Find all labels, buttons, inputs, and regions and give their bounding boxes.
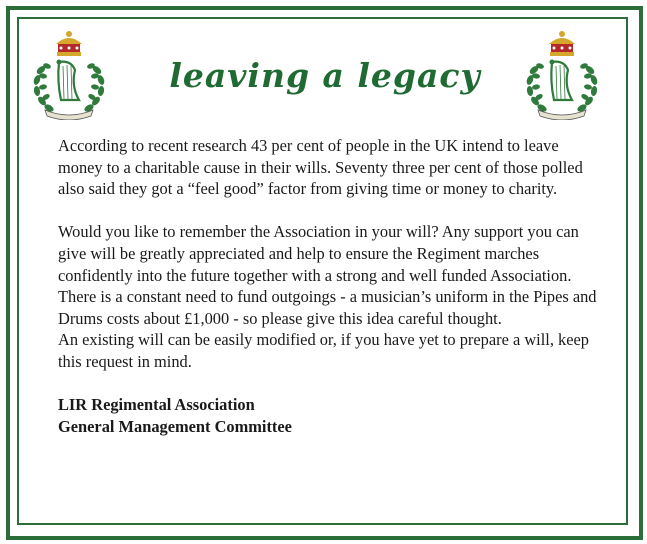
signature-organisation: LIR Regimental Association	[58, 395, 255, 415]
body-content	[58, 135, 598, 437]
page-title: leaving a legacy	[169, 56, 481, 95]
paragraph-appeal: Would you like to remember the Association in your will? Any support you can give will be greatly appreciated and help to ensure the Regiment marches confidently into the future together with a strong and well funded Association. There is a constant need to fund outgoings - a musician’s uniform in the Pipes and Drums costs about £1,000 - so please give this idea careful thought.	[58, 222, 597, 328]
signature-committee: General Management Committee	[58, 416, 292, 436]
paragraph-existing-will: An existing will can be easily modified or, if you have yet to prepare a will, keep this request in mind.	[58, 330, 589, 371]
paragraph-spacer	[58, 373, 598, 395]
paragraph-research: According to recent research 43 per cent of people in the UK intend to leave money to a charitable cause in their wills. Seventy three per cent of those polled also said they got a “feel good” factor from giving time or money to charity.	[58, 136, 583, 199]
regimental-badge-left-icon	[27, 30, 111, 120]
paragraph-spacer	[58, 200, 598, 222]
